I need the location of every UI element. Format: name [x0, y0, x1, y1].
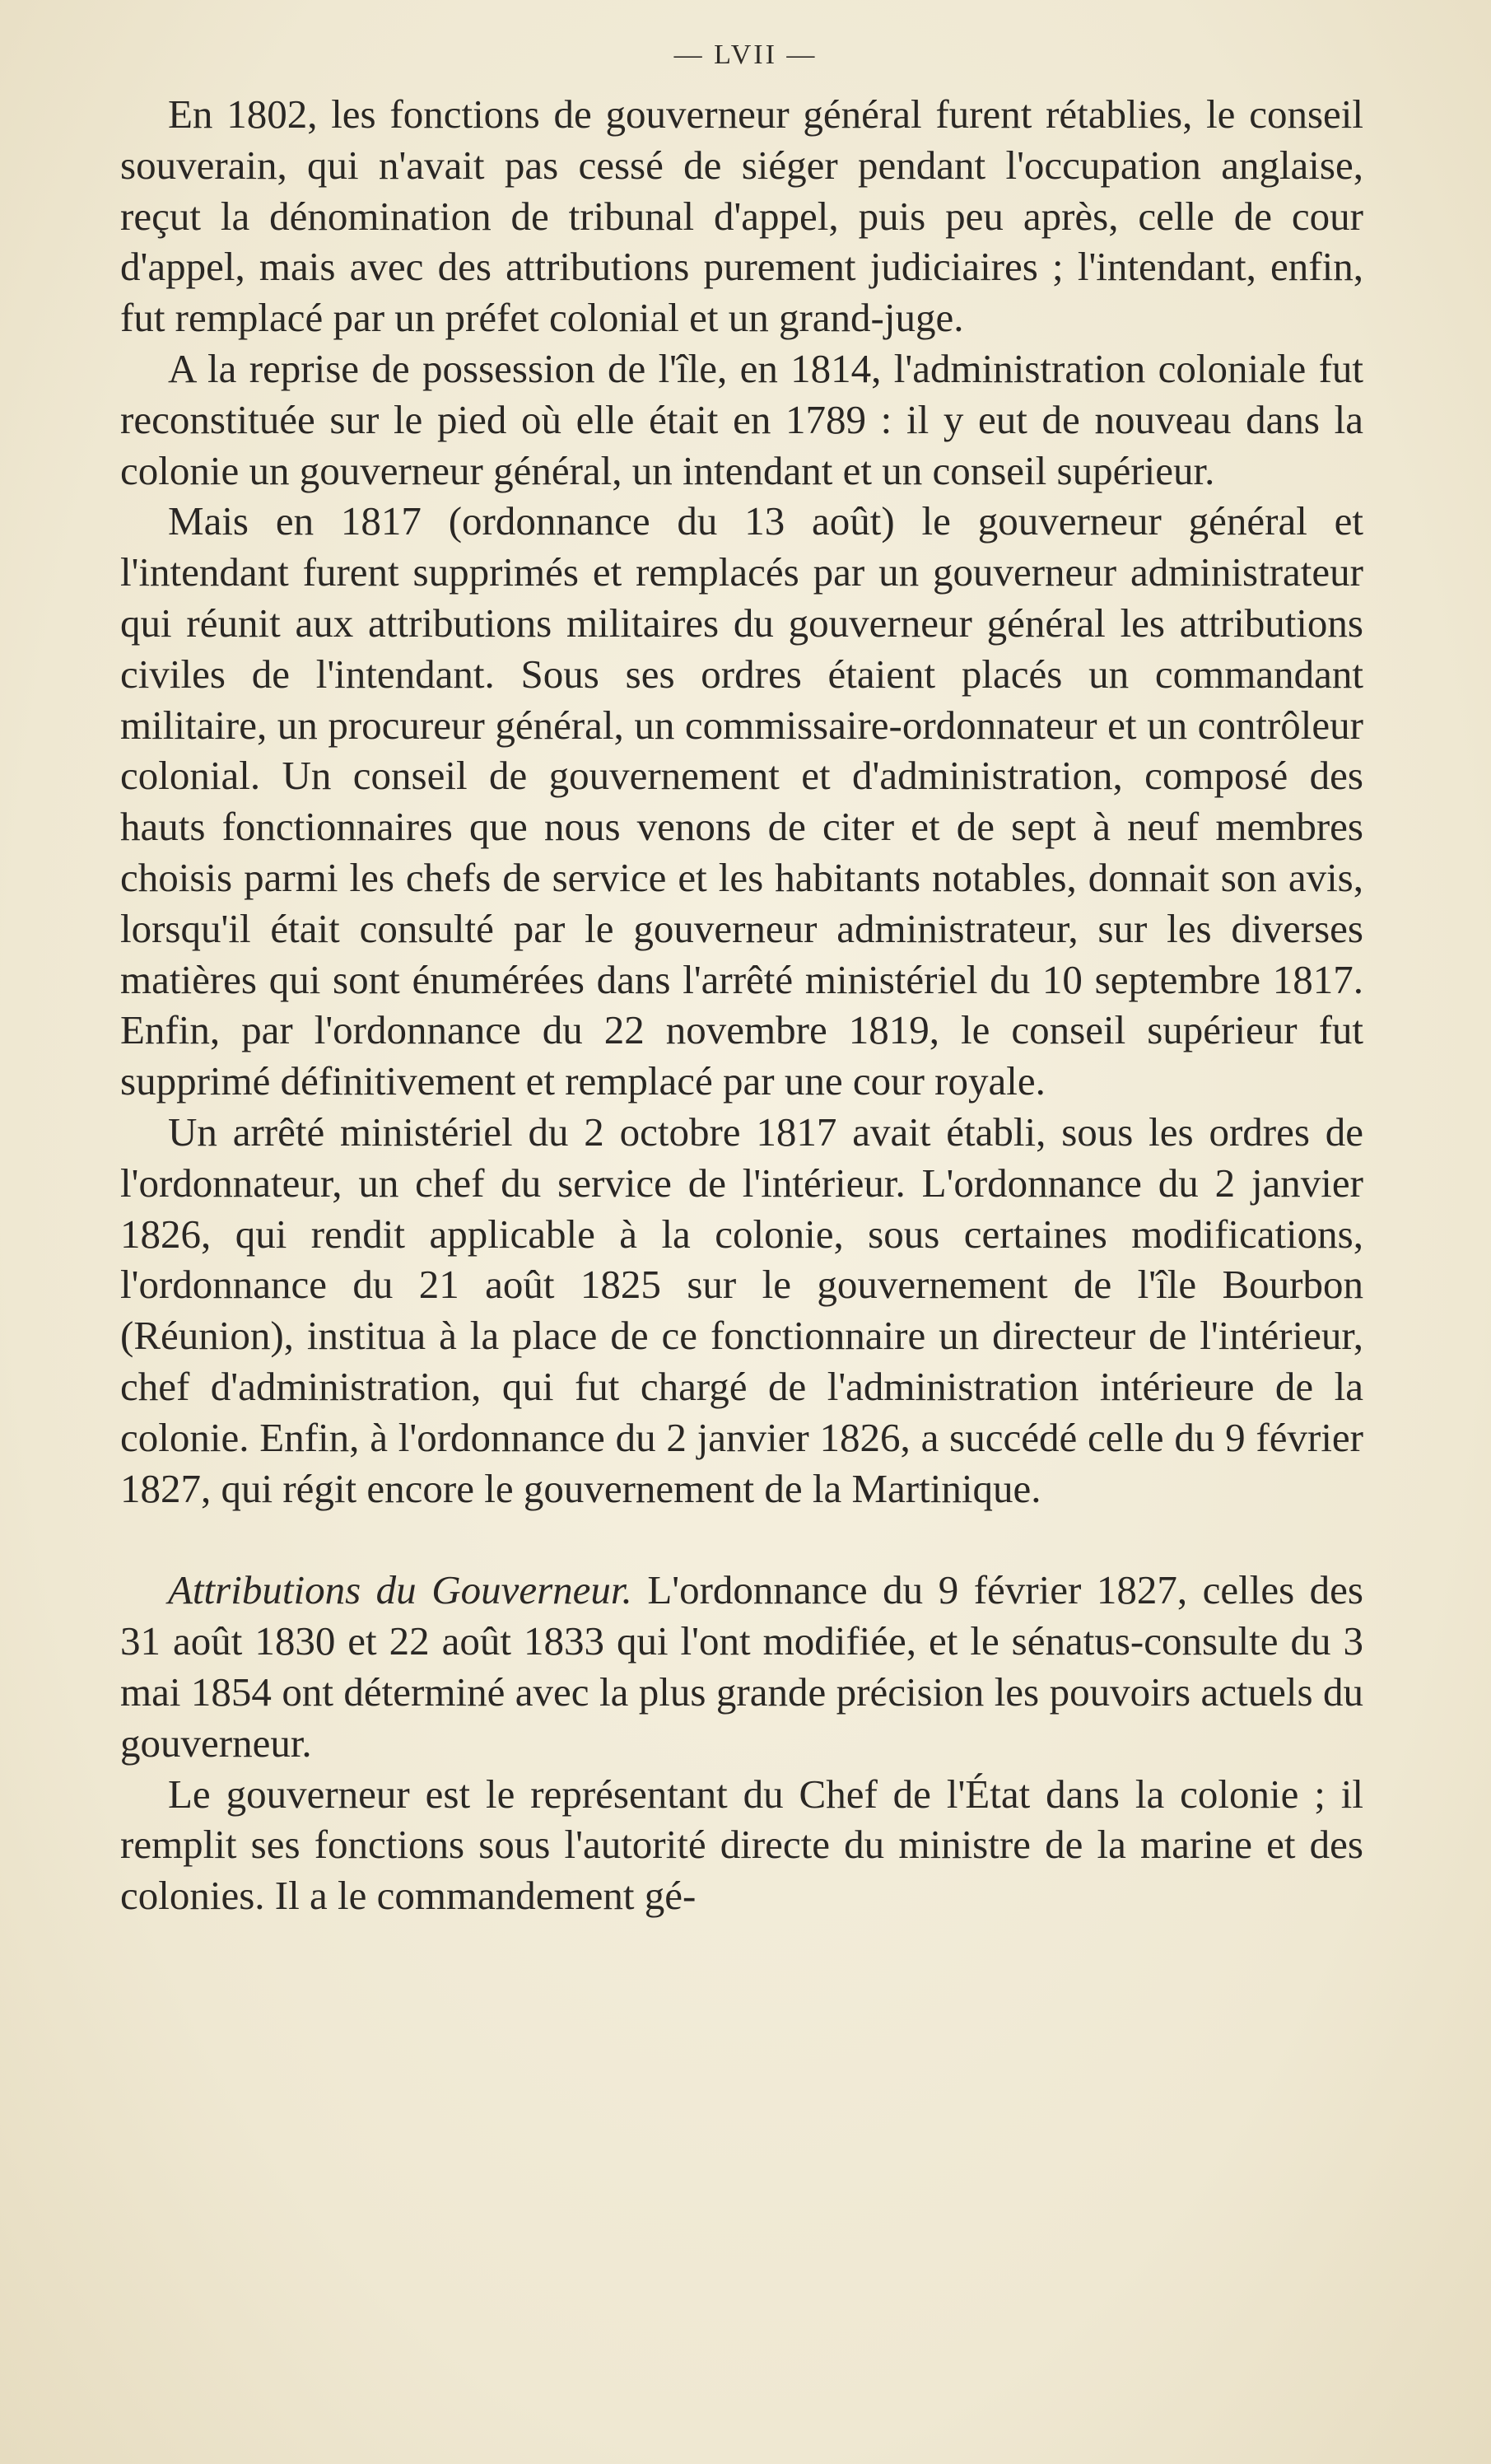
paragraph-1817: Mais en 1817 (ordonnance du 13 août) le gouverneur général et l'intendant furent supprimés et remplacés par un gouverneur administrateur qui réunit aux attributions militaires du gouverneur général les attributions civiles de l'intendant. Sous ses ordres étaient placés un commandant militaire, un procureur général, un commissaire-ordonnateur et un contrôleur colonial. Un conseil de gouvernement et d'administration, composé des hauts fonctionnaires que nous venons de citer et de sept à neuf membres choisis parmi les chefs de service et les habitants notables, donnait son avis, lorsqu'il était consulté par le gouverneur administrateur, sur les diverses matières qui sont énumérées dans l'arrêté ministériel du 10 septembre 1817. Enfin, par l'ordonnance du 22 novembre 1819, le conseil supérieur fut supprimé définitivement et remplacé par une cour royale.: [120, 498, 1363, 1104]
paragraph-attributions: [120, 1565, 1363, 1768]
section-heading: Attributions du Gouverneur.: [168, 1567, 632, 1613]
paragraph-interieur: Un arrêté ministériel du 2 octobre 1817 avait établi, sous les ordres de l'ordonnateur, un chef du service de l'intérieur. L'ordonnance du 2 janvier 1826, qui rendit applicable à la colonie, sous certaines modifications, l'ordonnance du 21 août 1825 sur le gouvernement de l'île Bourbon (Réunion), institua à la place de ce fonctionnaire un directeur de l'intérieur, chef d'administration, qui fut chargé de l'administration intérieure de la colonie. Enfin, à l'ordonnance du 2 janvier 1826, a succédé celle du 9 février 1827, qui régit encore le gouvernement de la Martinique.: [120, 1108, 1363, 1511]
paragraph-1802: En 1802, les fonctions de gouverneur général furent rétablies, le conseil souverain, qui n'avait pas cessé de siéger pendant l'occupation anglaise, reçut la dénomination de tribunal d'appel, puis peu après, celle de cour d'appel, mais avec des attributions purement judiciaires ; l'intendant, enfin, fut remplacé par un préfet colonial et un grand-juge.: [120, 91, 1363, 341]
page-body: [120, 89, 1363, 1921]
page-number: — LVII —: [673, 40, 818, 70]
paragraph-1814: A la reprise de possession de l'île, en 1814, l'administration coloniale fut reconstituée sur le pied où elle était en 1789 : il y eut de nouveau dans la colonie un gouverneur général, un intendant et un conseil supérieur.: [120, 345, 1363, 493]
paragraph-gouverneur: Le gouverneur est le représentant du Chef de l'État dans la colonie ; il remplit ses fonctions sous l'autorité directe du ministre de la marine et des colonies. Il a le commandement gé-: [120, 1771, 1363, 1919]
paragraph-attributions-text: L'ordonnance du 9 février 1827, celles des 31 août 1830 et 22 août 1833 qui l'ont modifiée, et le sénatus-consulte du 3 mai 1854 ont déterminé avec la plus grande précision les pouvoirs actuels du gouverneur.: [120, 1567, 1363, 1766]
